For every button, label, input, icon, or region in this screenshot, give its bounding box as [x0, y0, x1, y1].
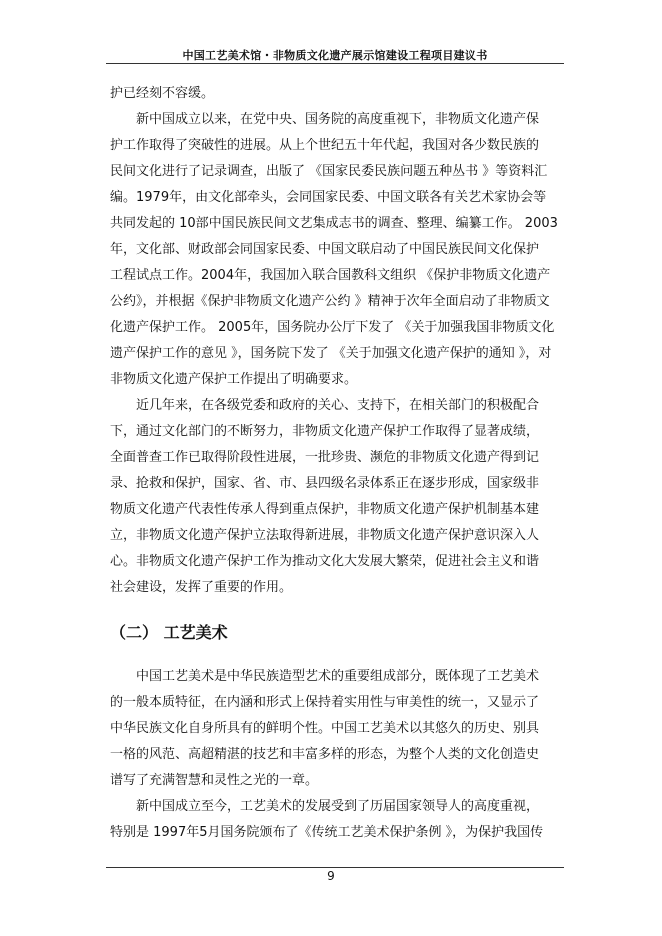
body-block-2 — [110, 664, 564, 846]
text-line: 中华民族文化自身所具有的鲜明个性。中国工艺美术以其悠久的历史、别具 — [110, 721, 540, 736]
text-line: 编。1979年，由文化部牵头，会同国家民委、中国文联各有关艺术家协会等 — [110, 190, 547, 205]
text-line: 特别是 1997年5月国务院颁布了《传统工艺美术保护条例 》，为保护我国传 — [110, 825, 544, 840]
text-line: 工程试点工作。2004年，我国加入联合国教科文组织 《保护非物质文化遗产 — [110, 268, 551, 283]
text-line: 下，通过文化部门的不断努力，非物质文化遗产保护工作取得了显著成绩， — [110, 424, 540, 439]
text-line: 护工作取得了突破性的进展。从上个世纪五十年代起，我国对各少数民族的 — [110, 138, 540, 153]
text-line: 化遗产保护工作。 2005年，国务院办公厅下发了 《关于加强我国非物质文化 — [110, 320, 555, 335]
text-line: 一格的风范、高超精湛的技艺和丰富多样的形态，为整个人类的文化创造史 — [110, 747, 540, 762]
text-line: 非物质文化遗产保护工作提出了明确要求。 — [110, 372, 358, 387]
text-line: 年，文化部、财政部会同国家民委、中国文联启动了中国民族民间文化保护 — [110, 242, 540, 257]
text-line: 新中国成立至今，工艺美术的发展受到了历届国家领导人的高度重视， — [136, 799, 540, 814]
text-line: 物质文化遗产代表性传承人得到重点保护，非物质文化遗产保护机制基本建 — [110, 502, 540, 517]
text-line: 的一般本质特征，在内涵和形式上保持着实用性与审美性的统一，又显示了 — [110, 695, 540, 710]
text-line: 护已经刻不容缓。 — [110, 86, 215, 101]
text-line: 录、抢救和保护，国家、省、市、县四级名录体系正在逐步形成，国家级非 — [110, 476, 540, 491]
text-line: 中国工艺美术是中华民族造型艺术的重要组成部分，既体现了工艺美术 — [136, 669, 540, 684]
body-block-1 — [110, 81, 564, 601]
text-line: 共同发起的 10部中国民族民间文艺集成志书的调查、整理、编纂工作。 2003 — [110, 216, 558, 231]
footer-rule — [106, 867, 564, 868]
text-line: 谱写了充满智慧和灵性之光的一章。 — [110, 773, 319, 788]
text-line: 新中国成立以来，在党中央、国务院的高度重视下，非物质文化遗产保 — [136, 112, 540, 127]
section-heading: （二） 工艺美术 — [110, 623, 228, 642]
text-line: 近几年来，在各级党委和政府的关心、支持下，在相关部门的积极配合 — [136, 398, 540, 413]
text-line: 立，非物质文化遗产保护立法取得新进展，非物质文化遗产保护意识深入人 — [110, 528, 540, 543]
text-line: 全面普查工作已取得阶段性进展，一批珍贵、濒危的非物质文化遗产得到记 — [110, 450, 540, 465]
running-header: 中国工艺美术馆・非物质文化遗产展示馆建设工程项目建议书 — [182, 49, 488, 62]
text-line: 心。非物质文化遗产保护工作为推动文化大发展大繁荣，促进社会主义和谐 — [110, 554, 540, 569]
text-line: 公约》，并根据《保护非物质文化遗产公约 》精神于次年全面启动了非物质文 — [110, 294, 550, 309]
text-line: 社会建设，发挥了重要的作用。 — [110, 580, 293, 595]
page-number: 9 — [327, 869, 335, 883]
text-line: 民间文化进行了记录调查，出版了 《国家民委民族问题五种丛书 》等资料汇 — [110, 164, 548, 179]
header-rule — [106, 63, 564, 64]
text-line: 遗产保护工作的意见 》，国务院下发了 《关于加强文化遗产保护的通知 》，对 — [110, 346, 552, 361]
